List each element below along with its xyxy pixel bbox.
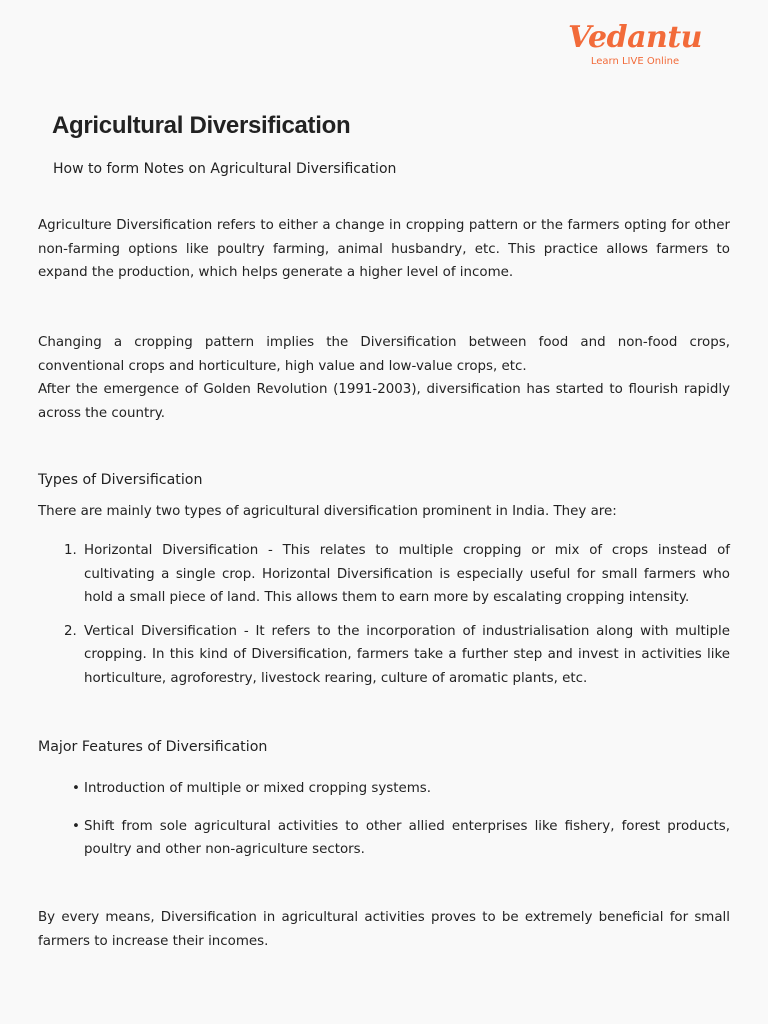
types-list xyxy=(64,539,730,700)
list-item xyxy=(72,815,730,862)
types-intro-text: There are mainly two types of agricultural diversification prominent in India. They are: xyxy=(38,504,617,519)
conclusion-paragraph xyxy=(38,906,730,953)
list-item-text: Horizontal Diversification - This relates to multiple cropping or mix of crops instead of cultivating a single crop. Horizontal Diversification is especially useful for small farmers who hold a small piece of land. This allows them to earn more by escalating cropping intensity. xyxy=(84,543,730,605)
list-item-text: Vertical Diversification - It refers to the incorporation of industrialisation along with multiple cropping. In this kind of Diversification, farmers take a further step and invest in activities like horticulture, agroforestry, livestock rearing, culture of aromatic plants, etc. xyxy=(84,623,730,686)
cropping-text-2: After the emergence of Golden Revolution (1991-2003), diversification has started to flourish rapidly across the country. xyxy=(38,382,730,421)
page-title: Agricultural Diversification xyxy=(52,112,351,139)
brand-name: Vedantu xyxy=(567,20,702,55)
types-intro xyxy=(38,500,730,524)
brand-tagline: Learn LIVE Online xyxy=(590,56,680,67)
cropping-text-1: Changing a cropping pattern implies the Diversification between food and non-food crops, conventional crops and horticulture, high value and low-value crops, etc. xyxy=(38,335,730,374)
bullet-icon: • xyxy=(72,781,80,796)
features-list xyxy=(72,777,730,876)
brand-logo xyxy=(568,22,702,68)
cropping-paragraph xyxy=(38,331,730,425)
types-heading: Types of Diversification xyxy=(38,472,203,488)
list-item xyxy=(72,777,730,801)
conclusion-text: By every means, Diversification in agricultural activities proves to be extremely beneficial for small farmers to increase their incomes. xyxy=(38,910,730,949)
list-item-number: 2. xyxy=(64,623,77,639)
intro-text: Agriculture Diversification refers to either a change in cropping pattern or the farmers opting for other non-farming options like poultry farming, animal husbandry, etc. This practice allows farmers to expand the production, which helps generate a higher level of income. xyxy=(38,218,730,280)
list-item-number: 1. xyxy=(64,543,77,558)
list-item xyxy=(64,620,730,691)
intro-paragraph xyxy=(38,214,730,285)
page-subtitle: How to form Notes on Agricultural Diversification xyxy=(53,161,397,177)
bullet-icon: • xyxy=(72,818,80,834)
list-item-text: Introduction of multiple or mixed cropping systems. xyxy=(84,781,432,796)
features-heading: Major Features of Diversification xyxy=(38,739,268,755)
list-item xyxy=(64,539,730,610)
list-item-text: Shift from sole agricultural activities to other allied enterprises like fishery, forest products, poultry and other non-agriculture sectors. xyxy=(84,818,730,857)
